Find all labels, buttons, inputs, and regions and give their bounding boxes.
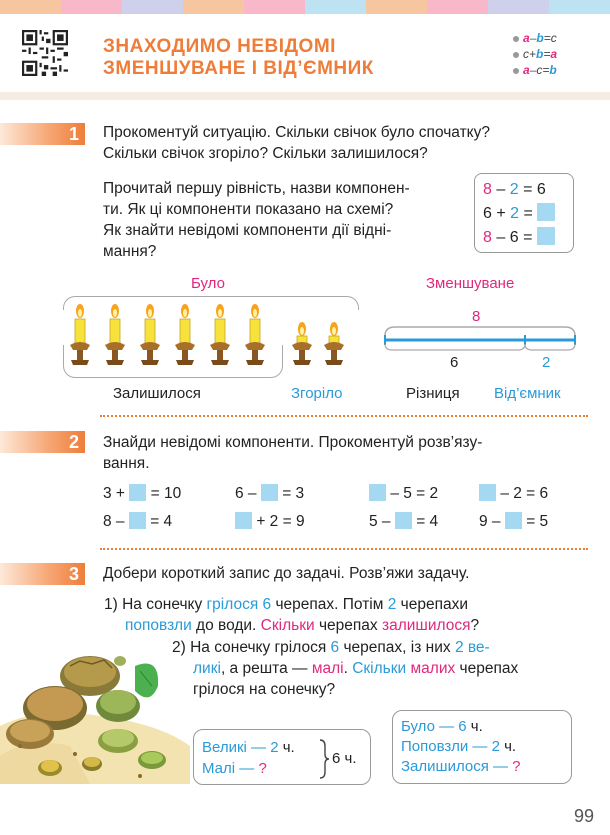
candle-remaining [245, 304, 265, 365]
task2-prompt: Знайди невідомі компоненти. Прокоментуй розв’язу- вання. [103, 434, 483, 472]
candle-remaining [105, 304, 125, 365]
section-divider [100, 415, 588, 417]
legend-row-2: c+b=a [513, 46, 557, 62]
answer-box[interactable] [369, 484, 386, 501]
task1-question: Прочитай першу рівність, назви компонен- ти. Як ці компоненти показано на схемі? Як знайти невідомі компоненти дії відні- мання? [103, 180, 410, 260]
candle-remaining [140, 304, 160, 365]
label-bulo: Було [191, 275, 225, 292]
task-number-3: 3 [0, 563, 85, 585]
scheme-right-value: 2 [542, 354, 551, 371]
task-number-2: 2 [0, 431, 85, 453]
exercise-item: 3 + = 10 [103, 485, 182, 502]
answer-box[interactable] [261, 484, 278, 501]
page-title [103, 36, 374, 80]
answer-box[interactable] [537, 227, 555, 245]
label-riznytsia: Різниця [406, 385, 460, 402]
title-line-1: ЗНАХОДИМО НЕВІДОМІ [103, 36, 336, 57]
segment-scheme [380, 322, 580, 352]
candles-illustration [66, 303, 358, 373]
equation-1: 8 – 2 = 6 [483, 181, 546, 198]
answer-box[interactable] [479, 484, 496, 501]
scheme-left-value: 6 [450, 354, 459, 371]
answer-box[interactable] [537, 203, 555, 221]
problem-1: 1) На сонечку грілося 6 черепах. Потім 2 черепахи поповзли до води. Скільки черепах залишилося? [104, 596, 480, 634]
task1-prompt: Прокоментуй ситуацію. Скільки свічок було спочатку? Скільки свічок згоріло? Скільки залишилося? [103, 124, 491, 162]
exercise-item: 8 – = 4 [103, 513, 173, 530]
turtles-illustration [0, 636, 190, 784]
label-zghorilo: Згоріло [291, 385, 343, 402]
exercise-item: 9 – = 5 [479, 513, 549, 530]
label-zalyshylosia: Залишилося [113, 385, 201, 402]
short-record-1[interactable]: Великі — 2 ч. Малі — ? 6 ч. [193, 729, 371, 785]
answer-box[interactable] [129, 512, 146, 529]
curly-brace-icon [318, 738, 330, 780]
equation-2: 6 + 2 = [483, 202, 565, 226]
label-vidiemnyk: Від’ємник [494, 385, 561, 402]
exercise-item: – 2 = 6 [479, 484, 548, 504]
top-color-stripe [0, 0, 610, 14]
answer-box[interactable] [395, 512, 412, 529]
answer-box[interactable] [235, 512, 252, 529]
task-number-1: 1 [0, 123, 85, 145]
label-zmenshuvane: Зменшуване [426, 275, 515, 292]
page-number: 99 [573, 806, 594, 826]
exercise-item: 6 – = 3 [235, 485, 305, 502]
section-divider [100, 548, 588, 550]
short-record-2[interactable]: Було — 6 ч. Поповзли — 2 ч. Залишилося — ? [392, 710, 572, 784]
candle-remaining [70, 304, 90, 365]
exercise-item: 5 – = 4 [369, 513, 439, 530]
candle-remaining [175, 304, 195, 365]
qr-code-icon[interactable] [22, 30, 68, 76]
legend-row-3: a–c=b [513, 62, 557, 78]
title-line-2: ЗМЕНШУВАНЕ І ВІД’ЄМНИК [103, 58, 374, 79]
legend-row-1: a–b=c [513, 30, 557, 46]
equation-3: 8 – 6 = [483, 226, 565, 250]
candle-remaining [210, 304, 230, 365]
scheme-top-value: 8 [472, 308, 481, 325]
equations-box [474, 173, 574, 253]
task3-prompt: Добери короткий запис до задачі. Розв’яжи задачу. [103, 565, 470, 582]
problem-2: 2) На сонечку грілося 6 черепах, із них 2 ве- ликі, а решта — малі. Скільки малих черепах грілося на сонечку? [172, 639, 519, 698]
formula-legend [513, 30, 557, 78]
candle-burnt [324, 322, 344, 365]
header-separator [0, 92, 610, 100]
candle-burnt [292, 322, 312, 365]
exercise-item: + 2 = 9 [235, 512, 305, 532]
exercise-item: – 5 = 2 [369, 484, 438, 504]
answer-box[interactable] [505, 512, 522, 529]
answer-box[interactable] [129, 484, 146, 501]
